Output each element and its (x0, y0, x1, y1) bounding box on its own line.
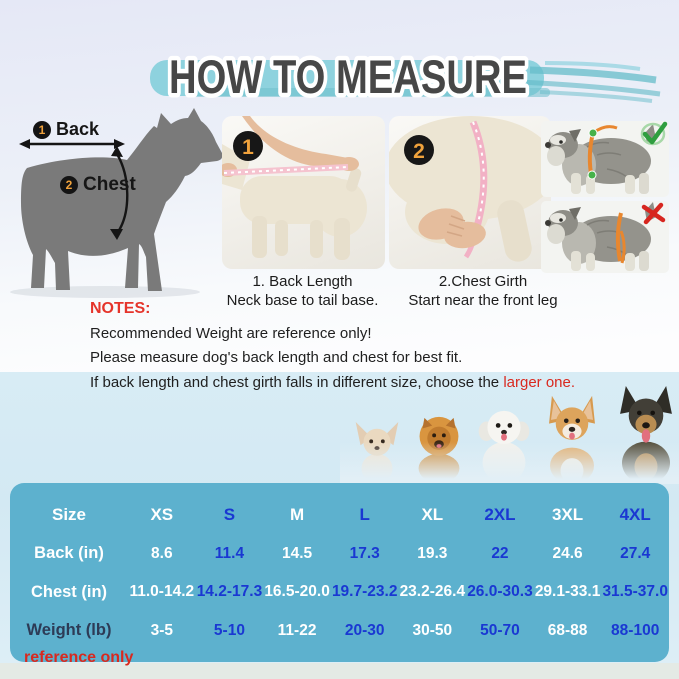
table-row-back (10, 544, 669, 563)
col-header-l: L (359, 504, 370, 524)
notes-block (90, 297, 676, 395)
caption-back-subtitle: Neck base to tail base. (226, 292, 379, 309)
col-header-size: Size (51, 504, 87, 524)
number-1-badge-icon: 1 (33, 121, 51, 139)
table-cell: 27.4 (620, 544, 651, 562)
table-cell: 23.2-26.4 (399, 583, 466, 601)
table-cell: 16.5-20.0 (264, 583, 330, 601)
table-cell: 14.2-17.3 (196, 583, 263, 601)
photo-chest-girth (389, 116, 551, 269)
table-cell: 26.0-30.3 (467, 583, 533, 601)
table-cell: 11-22 (277, 621, 317, 639)
table-cell: 8.6 (151, 544, 173, 562)
table-cell: 24.6 (552, 544, 583, 562)
table-cell: 68-88 (547, 621, 588, 639)
table-cell: 19.7-23.2 (331, 583, 398, 601)
row-label: Chest (in) (30, 582, 108, 601)
caption-back-title: 1. Back Length (252, 273, 353, 290)
svg-text:2: 2 (413, 140, 425, 163)
step-1-badge (233, 131, 263, 161)
schnauzer-dog (545, 202, 656, 271)
table-cell: 20-30 (344, 621, 385, 639)
back-measure-label (33, 119, 99, 140)
row-label: Weight (lb) (26, 621, 112, 640)
table-cell: 5-10 (213, 621, 245, 639)
table-row-weight (10, 621, 669, 640)
reference-only-note: reference only (24, 649, 134, 666)
back-length-arrow (19, 139, 125, 149)
table-cell: 30-50 (412, 621, 453, 639)
chest-label-text: Chest (83, 174, 136, 195)
caption-chest-title: 2.Chest Girth (438, 273, 528, 290)
table-cell: 19.3 (417, 544, 448, 562)
table-cell: 88-100 (611, 621, 660, 639)
table-cell: 14.5 (281, 544, 313, 562)
table-header-row (10, 505, 669, 525)
size-chart-table (10, 483, 669, 662)
notes-line-2: Please measure dog's back length and chest for best fit. (90, 349, 463, 366)
table-cell: 31.5-37.0 (602, 583, 668, 601)
photo-correct-placement (541, 121, 669, 197)
schnauzer-dog (545, 124, 656, 194)
col-header-xs: XS (150, 504, 174, 524)
table-cell: 11.0-14.2 (129, 583, 195, 601)
step-2-badge (404, 135, 434, 165)
notes-line-3-highlight: larger one. (503, 373, 576, 391)
notes-heading: NOTES: (90, 300, 151, 317)
photo-wrong-placement (541, 201, 669, 273)
col-header-4xl: 4XL (619, 504, 651, 524)
title-banner (0, 0, 679, 110)
svg-text:1: 1 (242, 136, 254, 159)
table-cell: 3-5 (150, 621, 174, 639)
mist-fade (340, 442, 679, 484)
table-cell: 11.4 (214, 544, 245, 562)
caption-chest-subtitle: Start near the front leg (408, 292, 558, 309)
table-row-chest (10, 583, 669, 602)
back-label-text: Back (56, 119, 100, 139)
col-header-m: M (289, 504, 305, 524)
notes-line-3-text: If back length and chest girth falls in different size, choose the (90, 373, 504, 391)
table-cell: 29.1-33.1 (534, 583, 601, 601)
notes-line-1: Recommended Weight are reference only! (90, 324, 372, 342)
photo-back-length (222, 116, 385, 269)
col-header-xl: XL (421, 504, 444, 524)
table-cell: 22 (491, 544, 509, 562)
row-label: Back (in) (34, 544, 104, 563)
col-header-3xl: 3XL (551, 504, 584, 524)
chest-measure-label (60, 174, 136, 196)
table-cell: 17.3 (349, 544, 380, 562)
page-title: HOW TO MEASURE (169, 50, 527, 103)
number-2-badge-icon: 2 (60, 176, 78, 194)
col-header-s: S (223, 504, 236, 524)
table-cell: 50-70 (480, 621, 520, 639)
col-header-2xl: 2XL (484, 504, 516, 524)
